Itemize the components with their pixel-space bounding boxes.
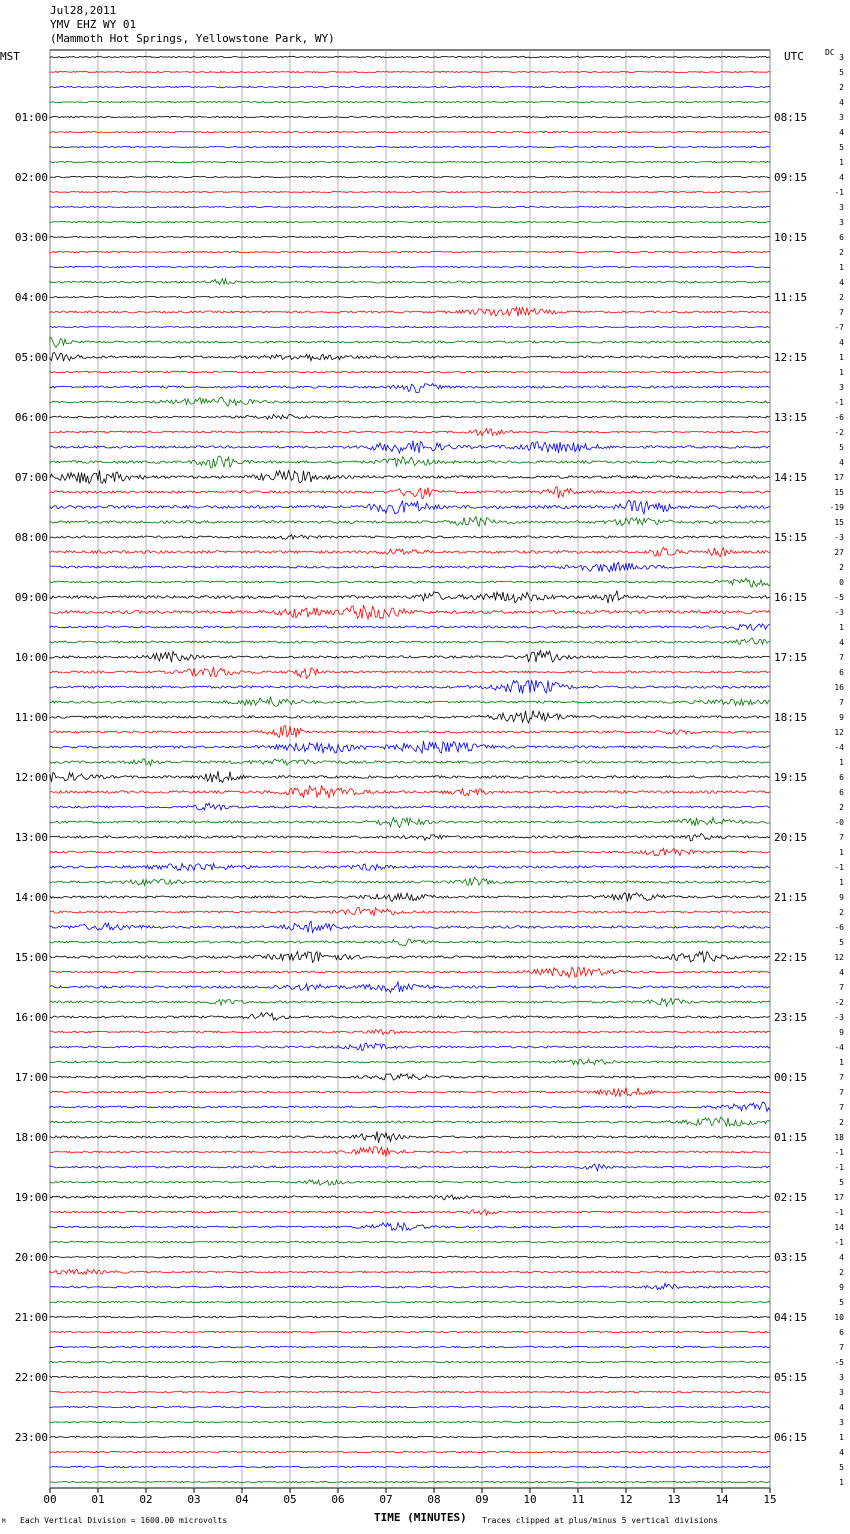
dc-offset-value: 4 [839,1403,844,1412]
trace-line [50,131,770,132]
utc-hour-label: 23:15 [774,1011,808,1024]
dc-offset-value: 4 [839,1253,844,1262]
dc-offset-value: 1 [839,758,844,767]
trace-line [50,1210,770,1216]
dc-offset-value: 2 [839,83,844,92]
dc-offset-value: 12 [834,728,844,737]
dc-offset-value: 9 [839,713,844,722]
trace-line [50,251,770,252]
dc-offset-value: -3 [834,608,844,617]
recording-date: Jul28,2011 [50,4,117,17]
x-tick-label: 09 [475,1493,489,1506]
dc-offset-value: 3 [839,383,844,392]
trace-line [50,1421,770,1423]
trace-line [50,326,770,327]
trace-line [50,1241,770,1243]
trace-line [50,337,770,347]
trace-line [50,848,770,855]
dc-offset-value: 16 [834,683,844,692]
dc-offset-value: -5 [834,593,844,602]
dc-offset-value: 1 [839,368,844,377]
dc-offset-value: -1 [834,188,844,197]
trace-line [50,1087,770,1096]
dc-offset-value: 2 [839,908,844,917]
mst-hour-label: 06:00 [14,411,48,424]
utc-hour-label: 05:15 [774,1371,808,1384]
trace-line [50,146,770,147]
dc-offset-value: 7 [839,983,844,992]
dc-offset-value: 2 [839,293,844,302]
mst-hour-label: 02:00 [14,171,48,184]
trace-line [50,206,770,207]
mst-hour-label: 17:00 [14,1071,48,1084]
utc-hour-label: 19:15 [774,771,808,784]
dc-offset-value: 1 [839,1433,844,1442]
dc-offset-value: 4 [839,128,844,137]
utc-hour-label: 08:15 [774,111,808,124]
trace-line [50,535,770,540]
utc-hour-label: 04:15 [774,1311,808,1324]
x-tick-label: 11 [571,1493,585,1506]
mst-hour-label: 08:00 [14,531,48,544]
mst-hour-label: 22:00 [14,1371,48,1384]
trace-line [50,307,770,316]
mst-hour-label: 09:00 [14,591,48,604]
trace-line [50,414,770,419]
dc-offset-value: 4 [839,98,844,107]
dc-offset-value: 5 [839,1298,844,1307]
dc-offset-value: 1 [839,623,844,632]
trace-line [50,638,770,645]
dc-offset-value: 4 [839,173,844,182]
x-tick-label: 12 [619,1493,633,1506]
dc-offset-value: 2 [839,803,844,812]
dc-offset-value: -2 [834,998,844,1007]
trace-line [50,1301,770,1303]
dc-offset-value: 7 [839,308,844,317]
dc-offset-value: 15 [834,518,844,527]
x-tick-label: 13 [667,1493,681,1506]
trace-line [50,939,770,946]
trace-line [50,667,770,679]
dc-offset-value: 3 [839,1373,844,1382]
trace-line [50,1451,770,1453]
trace-line [50,726,770,738]
dc-offset-value: 6 [839,773,844,782]
utc-hour-label: 00:15 [774,1071,808,1084]
corner-mark: M [2,1518,6,1525]
dc-offset-value: 1 [839,878,844,887]
x-tick-label: 05 [283,1493,297,1506]
mst-hour-label: 13:00 [14,831,48,844]
dc-offset-value: 18 [834,1133,844,1142]
trace-line [50,908,770,917]
dc-offset-value: 7 [839,1103,844,1112]
dc-offset-value: 4 [839,1448,844,1457]
trace-line [50,296,770,297]
dc-offset-value: 3 [839,218,844,227]
trace-line [50,101,770,102]
x-tick-label: 07 [379,1493,393,1506]
x-axis-title: TIME (MINUTES) [374,1511,467,1524]
trace-line [50,441,770,454]
mst-hour-label: 16:00 [14,1011,48,1024]
utc-hour-label: 18:15 [774,711,808,724]
utc-hour-label: 03:15 [774,1251,808,1264]
trace-line [50,1043,770,1051]
dc-offset-value: -1 [834,863,844,872]
trace-line [50,236,770,237]
mst-hour-label: 07:00 [14,471,48,484]
dc-offset-value: 1 [839,1058,844,1067]
dc-offset-value: 3 [839,113,844,122]
dc-offset-value: 0 [839,578,844,587]
trace-line [50,547,770,556]
dc-offset-value: 1 [839,1478,844,1487]
utc-hour-label: 15:15 [774,531,808,544]
dc-offset-value: 5 [839,1178,844,1187]
trace-line [50,429,770,436]
dc-offset-value: 1 [839,353,844,362]
mst-hour-label: 21:00 [14,1311,48,1324]
trace-line [50,1180,770,1185]
dc-offset-value: 5 [839,1463,844,1472]
dc-offset-value: 9 [839,893,844,902]
trace-line [50,1331,770,1333]
dc-offset-value: -5 [834,1358,844,1367]
trace-line [50,1391,770,1393]
dc-offset-value: 17 [834,1193,844,1202]
utc-hour-label: 14:15 [774,471,808,484]
trace-line [50,624,770,630]
trace-line [50,1059,770,1065]
trace-line [50,759,770,766]
dc-offset-value: 3 [839,53,844,62]
trace-line [50,1466,770,1468]
utc-hour-label: 11:15 [774,291,808,304]
utc-hour-label: 12:15 [774,351,808,364]
utc-hour-label: 16:15 [774,591,808,604]
trace-line [50,803,770,810]
x-tick-label: 04 [235,1493,249,1506]
dc-offset-value: 9 [839,1283,844,1292]
dc-offset-value: -2 [834,428,844,437]
dc-offset-value: 17 [834,473,844,482]
trace-line [50,500,770,514]
dc-offset-value: 4 [839,968,844,977]
trace-line [50,221,770,222]
mst-hour-label: 12:00 [14,771,48,784]
dc-offset-value: 2 [839,1118,844,1127]
dc-offset-value: 2 [839,248,844,257]
utc-hour-label: 17:15 [774,651,808,664]
dc-offset-value: 7 [839,1073,844,1082]
dc-offset-value: 7 [839,698,844,707]
trace-line [50,605,770,619]
trace-line [50,1195,770,1200]
trace-line [50,1283,770,1289]
x-tick-label: 10 [523,1493,537,1506]
trace-line [50,697,770,706]
trace-line [50,470,770,483]
trace-line [50,1013,770,1020]
trace-line [50,1030,770,1035]
dc-offset-value: 7 [839,833,844,842]
trace-line [50,818,770,828]
trace-line [50,1074,770,1080]
utc-hour-label: 02:15 [774,1191,808,1204]
dc-offset-value: -1 [834,1238,844,1247]
dc-offset-value: 4 [839,638,844,647]
dc-offset-value: 12 [834,953,844,962]
dc-offset-value: -4 [834,743,844,752]
trace-line [50,116,770,117]
dc-offset-value: 3 [839,203,844,212]
dc-offset-value: 3 [839,1388,844,1397]
trace-line [50,785,770,798]
trace-line [50,456,770,468]
mst-hour-label: 01:00 [14,111,48,124]
mst-hour-label: 23:00 [14,1431,48,1444]
clip-note: Traces clipped at plus/minus 5 vertical divisions [482,1516,719,1525]
trace-line [50,1481,770,1483]
dc-offset-value: 4 [839,338,844,347]
trace-line [50,266,770,267]
station-code: YMV EHZ WY 01 [50,18,137,31]
trace-line [50,952,770,963]
dc-offset-value: 10 [834,1313,844,1322]
dc-offset-value: 6 [839,1328,844,1337]
trace-line [50,1223,770,1231]
trace-line [50,176,770,177]
trace-line [50,71,770,72]
dc-offset-value: 5 [839,143,844,152]
dc-offset-value: 7 [839,1088,844,1097]
trace-line [50,487,770,499]
dc-offset-value: 27 [834,548,844,557]
mst-hour-label: 05:00 [14,351,48,364]
trace-line [50,86,770,88]
trace-line [50,711,770,723]
dc-offset-value: 1 [839,158,844,167]
x-tick-label: 00 [43,1493,57,1506]
trace-line [50,517,770,527]
trace-line [50,1406,770,1408]
trace-line [50,921,770,932]
dc-offset-value: -3 [834,533,844,542]
trace-line [50,397,770,406]
dc-offset-value: -6 [834,923,844,932]
trace-line [50,1117,770,1126]
right-timezone-label: UTC [784,50,804,63]
utc-hour-label: 01:15 [774,1131,808,1144]
dc-offset-value: -1 [834,1163,844,1172]
x-tick-label: 01 [91,1493,105,1506]
dc-offset-value: 5 [839,938,844,947]
station-location: (Mammoth Hot Springs, Yellowstone Park, WY) [50,32,335,45]
dc-offset-value: -4 [834,1043,844,1052]
mst-hour-label: 19:00 [14,1191,48,1204]
dc-offset-value: 7 [839,1343,844,1352]
trace-line [50,591,770,604]
scale-note: Each Vertical Division = 1600.00 microvolts [20,1516,228,1525]
mst-hour-label: 14:00 [14,891,48,904]
x-tick-label: 15 [763,1493,777,1506]
trace-line [50,1316,770,1318]
trace-line [50,1102,770,1111]
dc-offset-value: -1 [834,398,844,407]
trace-line [50,371,770,373]
dc-offset-value: 14 [834,1223,844,1232]
dc-offset-header: DC [825,48,835,57]
trace-line [50,161,770,162]
trace-line [50,562,770,572]
trace-line [50,680,770,693]
trace-line [50,834,770,841]
utc-hour-label: 22:15 [774,951,808,964]
dc-offset-value: -3 [834,1013,844,1022]
trace-line [50,1147,770,1157]
trace-line [50,1361,770,1363]
dc-offset-value: 6 [839,788,844,797]
trace-line [50,650,770,662]
dc-offset-value: 2 [839,1268,844,1277]
dc-offset-value: 7 [839,653,844,662]
mst-hour-label: 20:00 [14,1251,48,1264]
x-tick-label: 03 [187,1493,201,1506]
trace-line [50,279,770,285]
trace-line [50,1346,770,1348]
mst-hour-label: 04:00 [14,291,48,304]
dc-offset-value: 2 [839,563,844,572]
trace-line [50,771,770,783]
dc-offset-value: 9 [839,1028,844,1037]
utc-hour-label: 06:15 [774,1431,808,1444]
dc-offset-value: 6 [839,668,844,677]
dc-offset-value: -19 [829,503,844,512]
dc-offset-value: -0 [834,818,844,827]
trace-line [50,56,770,57]
trace-line [50,1376,770,1378]
trace-line [50,864,770,871]
trace-line [50,384,770,393]
utc-hour-label: 21:15 [774,891,808,904]
dc-offset-value: 4 [839,278,844,287]
dc-offset-value: -6 [834,413,844,422]
dc-offset-value: 1 [839,263,844,272]
utc-hour-label: 13:15 [774,411,808,424]
trace-line [50,982,770,992]
x-tick-label: 08 [427,1493,441,1506]
x-tick-label: 02 [139,1493,153,1506]
trace-line [50,191,770,192]
x-tick-label: 06 [331,1493,345,1506]
trace-line [50,878,770,886]
dc-offset-value: 5 [839,68,844,77]
trace-line [50,893,770,902]
trace-line [50,578,770,587]
trace-line [50,741,770,753]
dc-offset-value: 1 [839,848,844,857]
trace-line [50,1256,770,1258]
dc-offset-value: 15 [834,488,844,497]
mst-hour-label: 10:00 [14,651,48,664]
trace-line [50,1436,770,1438]
mst-hour-label: 18:00 [14,1131,48,1144]
mst-hour-label: 15:00 [14,951,48,964]
dc-offset-value: 4 [839,458,844,467]
trace-line [50,1269,770,1274]
left-timezone-label: MST [0,50,20,63]
dc-offset-value: 6 [839,233,844,242]
trace-line [50,998,770,1006]
dc-offset-value: -1 [834,1148,844,1157]
dc-offset-value: 5 [839,443,844,452]
trace-line [50,1164,770,1171]
utc-hour-label: 10:15 [774,231,808,244]
utc-hour-label: 09:15 [774,171,808,184]
utc-hour-label: 20:15 [774,831,808,844]
trace-line [50,1131,770,1143]
dc-offset-value: -1 [834,1208,844,1217]
trace-line [50,353,770,362]
dc-offset-value: 3 [839,1418,844,1427]
dc-offset-value: -7 [834,323,844,332]
mst-hour-label: 11:00 [14,711,48,724]
x-tick-label: 14 [715,1493,729,1506]
trace-line [50,967,770,977]
mst-hour-label: 03:00 [14,231,48,244]
